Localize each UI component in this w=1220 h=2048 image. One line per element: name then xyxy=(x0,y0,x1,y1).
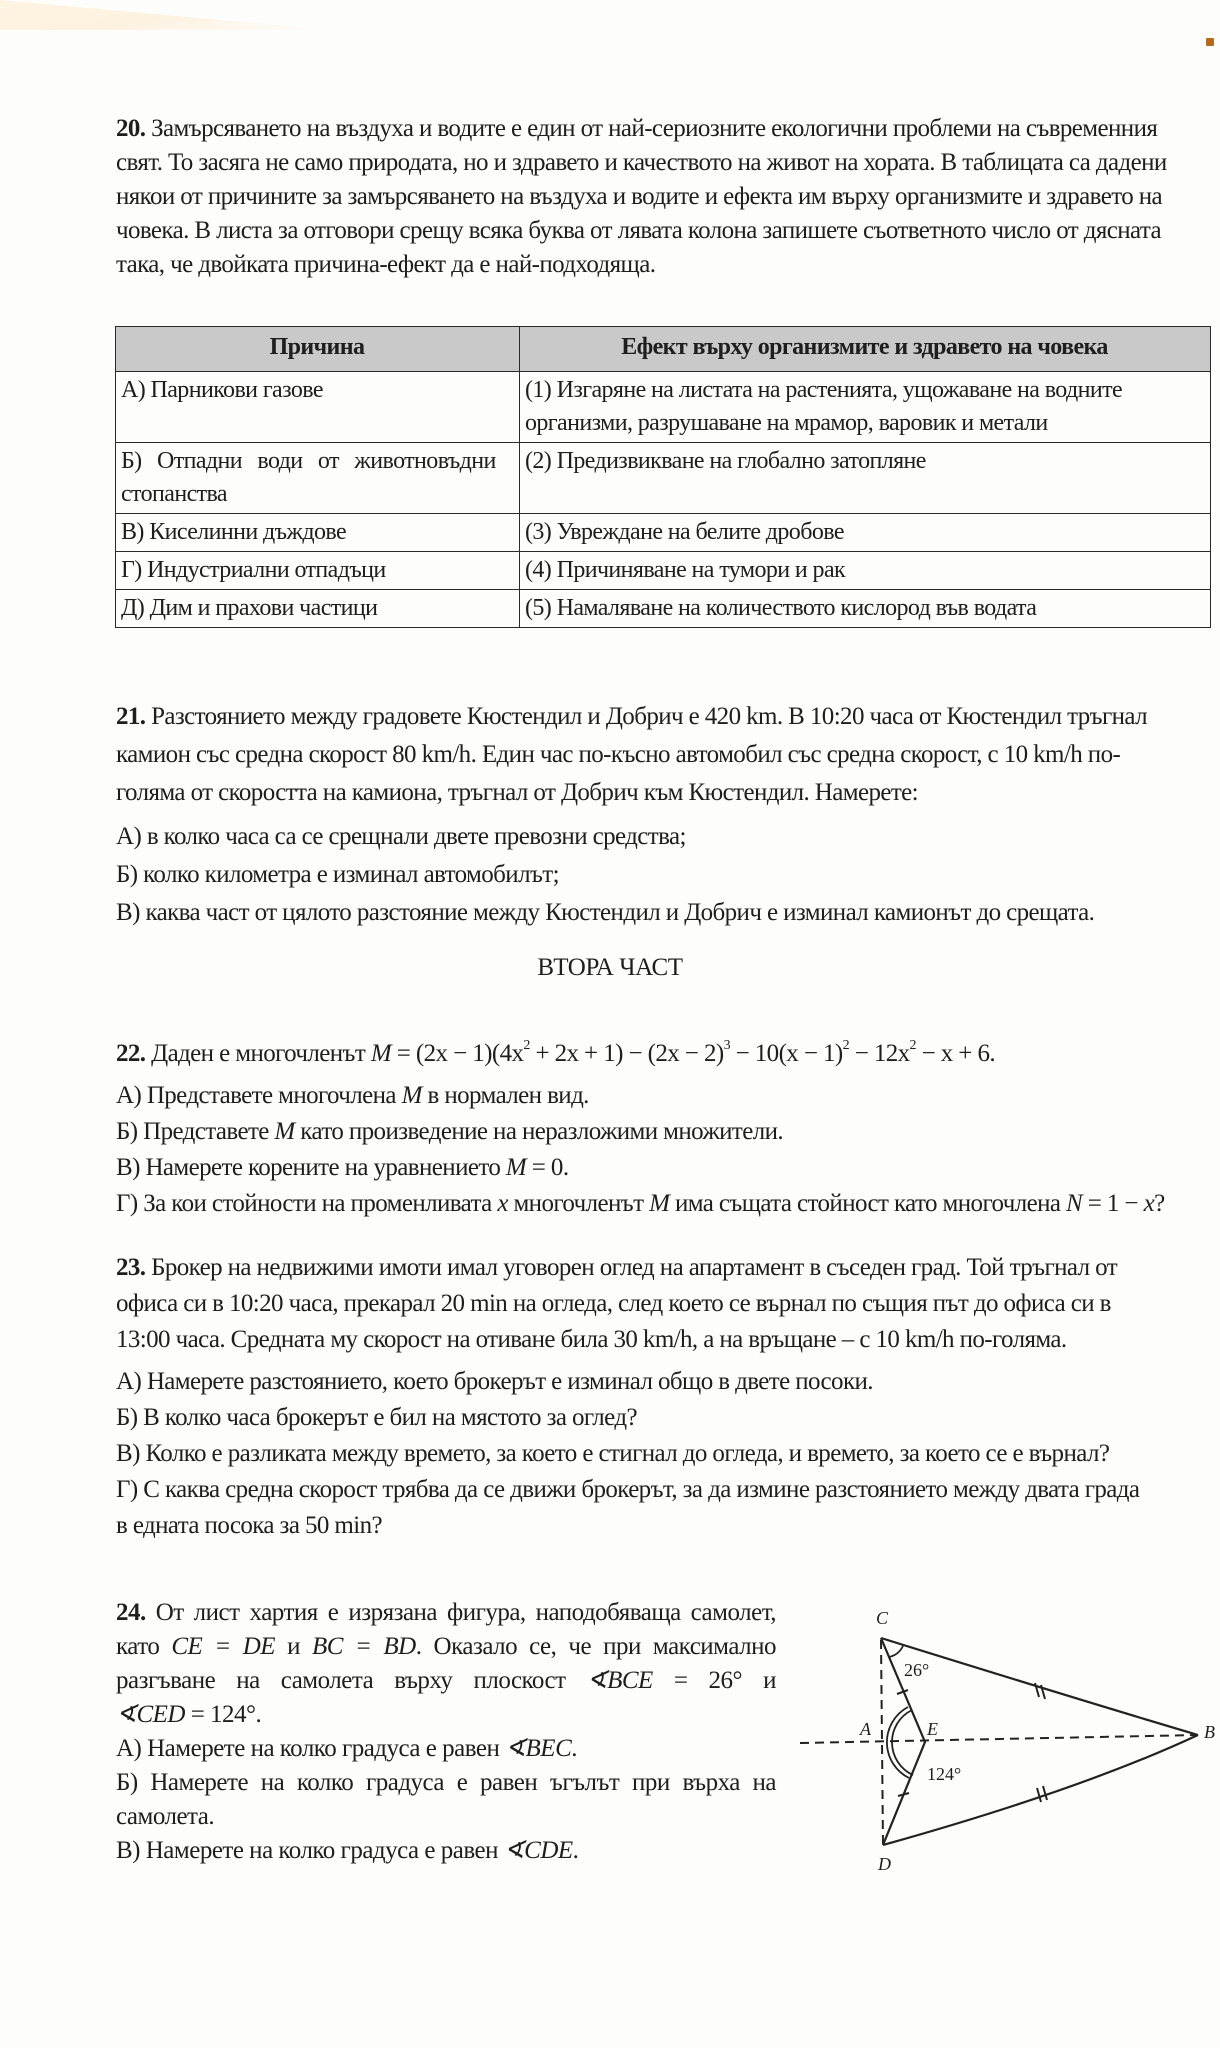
q24-line xyxy=(116,1630,776,1664)
question-24 xyxy=(116,1596,776,1868)
question-number: 24. xyxy=(116,1599,146,1626)
q20-line xyxy=(116,112,1216,146)
question-number: 20. xyxy=(116,115,146,142)
angle-label-ced: 124° xyxy=(927,1764,962,1784)
table-row xyxy=(116,552,1211,590)
part-angle: ∢BEC xyxy=(505,1735,572,1762)
q22-part xyxy=(116,1114,1216,1150)
cause-cell: В) Киселинни дъждове xyxy=(116,514,520,552)
segment-db xyxy=(883,1735,1198,1845)
q22-statement xyxy=(116,1028,1216,1078)
q21-part: В) каква част от цялото разстояние между Кюстендил и Добрич е изминал камионът до срещата. xyxy=(116,899,1095,926)
q22-intro: Даден е многочленът xyxy=(151,1040,366,1067)
q24-angle: ∢BCE xyxy=(586,1667,653,1694)
angle-arc-bce xyxy=(889,1646,903,1657)
cause-line: стопанства xyxy=(121,481,227,507)
label-c: C xyxy=(876,1608,889,1628)
cause-cell: Д) Дим и прахови частици xyxy=(116,590,520,628)
formula-exponent: 2 xyxy=(523,1038,530,1053)
effect-cell: (4) Причиняване на тумори и рак xyxy=(520,552,1211,590)
q24-angle: ∢CED xyxy=(116,1701,185,1728)
table-row xyxy=(116,514,1211,552)
effect-cell: (2) Предизвикване на глобално затопляне xyxy=(520,443,1211,514)
formula-exponent: 2 xyxy=(842,1038,850,1053)
formula-part: = (2x − 1)(4x xyxy=(391,1040,524,1067)
q20-line: някои от причините за замърсяването на въздуха и водите и ефекта им върху организмите и здравето на xyxy=(116,183,1163,210)
question-number: 21. xyxy=(116,703,146,730)
cause-line: Б) Отпадни води от животновъдни xyxy=(121,448,496,474)
q24-equation: BC = BD xyxy=(312,1633,416,1660)
q24-part: самолета. xyxy=(116,1803,215,1830)
part-text: като произведение на неразложими множители. xyxy=(294,1118,784,1145)
double-tick-db xyxy=(1043,1786,1047,1800)
corner-mark xyxy=(1206,38,1214,46)
q21-line: голяма от скоростта на камиона, тръгнал от Добрич към Кюстендил. Намерете: xyxy=(116,779,919,806)
cause-cell: Г) Индустриални отпадъци xyxy=(116,552,520,590)
q23-part: в едната посока за 50 min? xyxy=(116,1512,383,1539)
q20-line: така, че двойката причина-ефект да е най-подходяща. xyxy=(116,251,656,278)
airplane-diagram xyxy=(780,1580,1220,1890)
part-var: M xyxy=(401,1082,422,1109)
cause-effect-table xyxy=(115,326,1211,628)
polynomial-formula xyxy=(371,1040,995,1067)
label-b: B xyxy=(1204,1722,1215,1742)
part-text: . xyxy=(571,1735,578,1762)
q24-text: . Оказало се, че при максимално xyxy=(415,1633,776,1660)
formula-part: − 12x xyxy=(849,1040,910,1067)
q24-text: От лист хартия е изрязана фигура, наподобяваща самолет, xyxy=(155,1599,777,1626)
effect-cell xyxy=(520,372,1211,443)
q23-part: Б) В колко часа брокерът е бил на мястото за оглед? xyxy=(116,1404,637,1431)
effect-line: (1) Изгаряне на листата на растенията, ущожаване на водните xyxy=(525,377,1123,403)
formula-var: M xyxy=(370,1040,392,1067)
q22-part xyxy=(116,1186,1216,1222)
q24-line xyxy=(116,1664,776,1698)
page-edge-shadow xyxy=(0,0,330,30)
effect-cell: (5) Намаляване на количеството кислород във водата xyxy=(520,590,1211,628)
part-text: В) Намерете корените на уравнението xyxy=(116,1154,506,1181)
part-text: в нормален вид. xyxy=(421,1082,589,1109)
q24-text: разгъване на самолета върху плоскост xyxy=(116,1667,587,1694)
header-cause: Причина xyxy=(116,327,520,372)
part-text: ? xyxy=(1154,1190,1165,1217)
double-tick-cb xyxy=(1035,1683,1039,1697)
part-var: M xyxy=(505,1154,527,1181)
q23-line xyxy=(116,1250,1216,1286)
question-22 xyxy=(116,1028,1216,1222)
q24-text: = 124°. xyxy=(184,1701,262,1728)
q23-part: В) Колко е разликата между времето, за което е стигнал до огледа, и времето, за което се е върнал? xyxy=(116,1440,1110,1467)
question-number: 23. xyxy=(116,1254,146,1281)
formula-exponent: 3 xyxy=(723,1038,730,1053)
q23-part: А) Намерете разстоянието, което брокерът е изминал общо в двете посоки. xyxy=(116,1368,873,1395)
q24-text: като xyxy=(116,1633,172,1660)
angle-label-bce: 26° xyxy=(904,1660,930,1680)
label-e: E xyxy=(927,1719,938,1739)
part-var: x xyxy=(1143,1190,1155,1217)
table-row xyxy=(116,590,1211,628)
cause-cell xyxy=(116,443,520,514)
question-21 xyxy=(116,698,1216,932)
part-text: А) Намерете на колко градуса е равен xyxy=(116,1735,506,1762)
label-a: A xyxy=(860,1719,871,1739)
q21-line: камион със средна скорост 80 km/h. Един час по-късно автомобил със средна скорост, с 10 km/h по- xyxy=(116,741,1121,768)
part-var: M xyxy=(649,1190,670,1217)
formula-part: − x + 6. xyxy=(915,1040,996,1067)
part-text: има същата стойност като многочлена xyxy=(669,1190,1066,1217)
section-title: ВТОРА ЧАСТ xyxy=(537,954,683,981)
part-text: многочленът xyxy=(507,1190,650,1217)
q20-line: човека. В листа за отговори срещу всяка буква от лявата колона запишете съответното число от дясната xyxy=(116,217,1162,244)
part-text: Г) За кои стойности на променливата xyxy=(116,1190,498,1217)
angle-arc-ced xyxy=(887,1707,909,1778)
q20-line: свят. То засяга не само природата, но и здравето и качеството на живот на хората. В таблицата са дадени xyxy=(116,149,1167,176)
part-text: . xyxy=(572,1837,579,1864)
q24-equation: CE = DE xyxy=(171,1633,276,1660)
q21-text: Разстоянието между градовете Кюстендил и Добрич е 420 km. В 10:20 часа от Кюстендил тръгнал xyxy=(151,703,1148,730)
part-text: В) Намерете на колко градуса е равен xyxy=(116,1837,504,1864)
q22-part xyxy=(116,1078,1216,1114)
q24-line xyxy=(116,1596,776,1630)
table-header-row xyxy=(116,327,1211,372)
cause-cell: А) Парникови газове xyxy=(116,372,520,443)
q23-part: Г) С каква средна скорост трябва да се движи брокерът, за да измине разстоянието между двата града xyxy=(116,1476,1140,1503)
q24-text: = 26° и xyxy=(652,1667,777,1694)
part-text: = 0. xyxy=(526,1154,569,1181)
label-d: D xyxy=(878,1854,891,1874)
formula-part: + 2x + 1) − (2x − 2) xyxy=(529,1040,724,1067)
q23-text: Брокер на недвижими имоти имал уговорен оглед на апартамент в съседен град. Той тръгнал от xyxy=(151,1254,1118,1281)
formula-exponent: 2 xyxy=(909,1038,916,1053)
q21-part: Б) колко километра е изминал автомобилът; xyxy=(116,861,559,888)
part-var: x xyxy=(497,1190,508,1217)
q24-part xyxy=(116,1834,776,1868)
part-angle: ∢CDE xyxy=(503,1837,573,1864)
part-var: N xyxy=(1066,1190,1083,1217)
segment-cd-dashed xyxy=(881,1640,883,1845)
q24-part: Б) Намерете на колко градуса е равен ъгълът при върха на xyxy=(116,1769,776,1796)
q24-line xyxy=(116,1698,776,1732)
q24-text: и xyxy=(275,1633,313,1660)
part-text: = 1 − xyxy=(1082,1190,1144,1217)
table-row xyxy=(116,372,1211,443)
question-number: 22. xyxy=(116,1040,146,1067)
formula-part: − 10(x − 1) xyxy=(729,1040,843,1067)
question-23 xyxy=(116,1250,1216,1544)
table-row xyxy=(116,443,1211,514)
q20-text: Замърсяването на въздуха и водите е един от най-сериозните екологични проблеми на съвременния xyxy=(151,115,1158,142)
double-tick-db xyxy=(1037,1788,1041,1802)
q24-part xyxy=(116,1732,776,1766)
q23-line: 13:00 часа. Средната му скорост на отиване била 30 km/h, а на връщане – с 10 km/h по-голяма. xyxy=(116,1326,1067,1353)
effect-line: организми, разрушаване на мрамор, варовик и метали xyxy=(525,410,1048,436)
q23-line: офиса си в 10:20 часа, прекарал 20 min на огледа, след което се върнал по същия път до офиса си в xyxy=(116,1290,1111,1317)
q22-part xyxy=(116,1150,1216,1186)
q21-line xyxy=(116,698,1216,736)
effect-cell: (3) Увреждане на белите дробове xyxy=(520,514,1211,552)
header-effect: Ефект върху организмите и здравето на човека xyxy=(520,327,1211,372)
part-text: Б) Представете xyxy=(116,1118,275,1145)
question-20 xyxy=(116,112,1216,282)
part-text: А) Представете многочлена xyxy=(116,1082,402,1109)
q21-part: А) в колко часа са се срещнали двете превозни средства; xyxy=(116,823,686,850)
part-var: M xyxy=(274,1118,295,1145)
